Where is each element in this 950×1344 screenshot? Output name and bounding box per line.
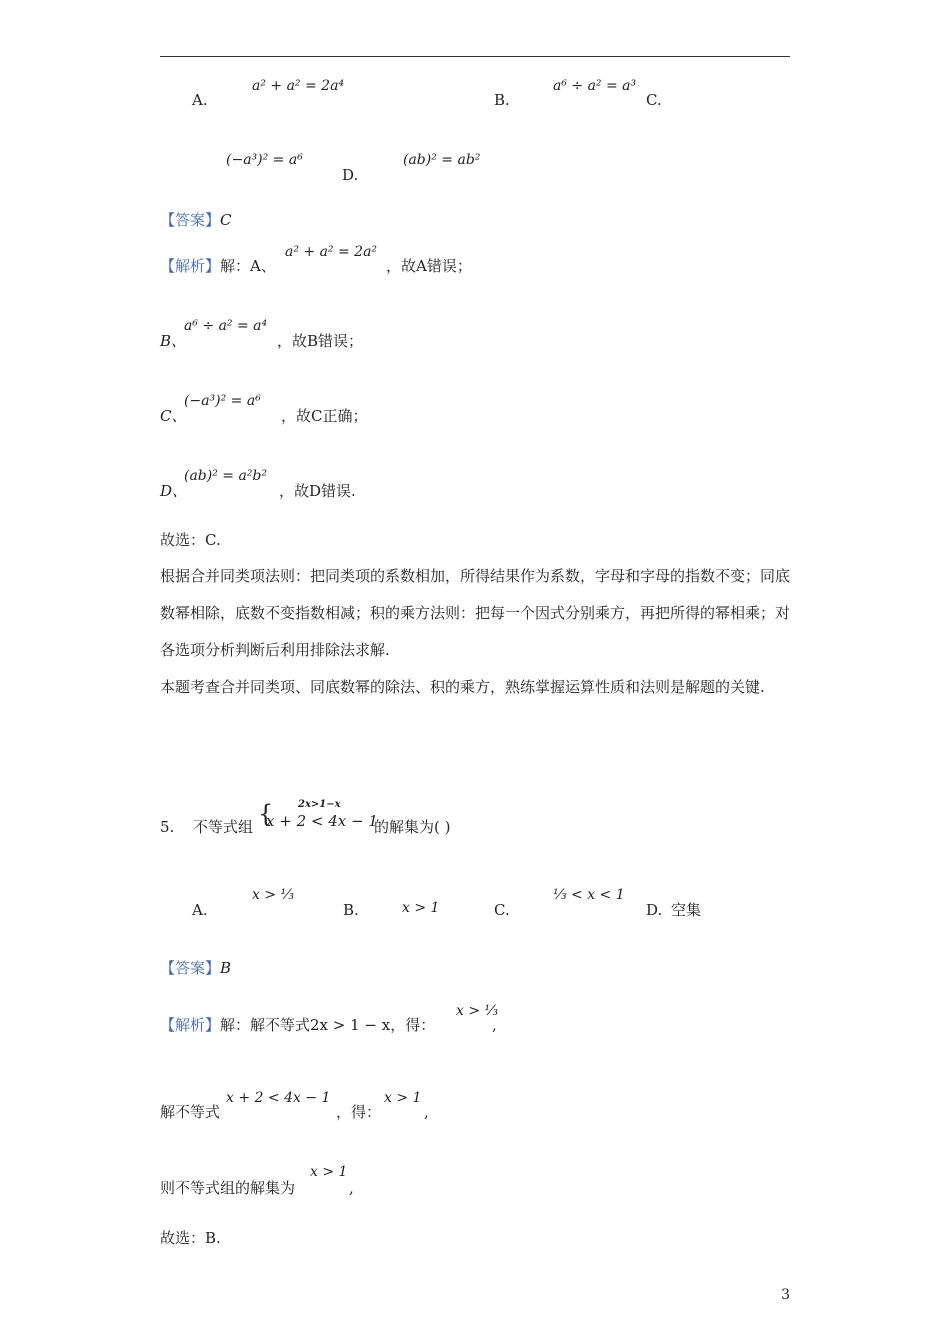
q5-line1-formula: x > ⅓ <box>456 1003 499 1019</box>
q5-line2-formula-2: x > 1 <box>384 1090 422 1106</box>
q4-answer-tag: 【答案】 <box>160 211 221 229</box>
q5-answer-tag: 【答案】 <box>160 959 221 977</box>
q5-line2-tail: , <box>424 1103 429 1121</box>
q5-line3-formula: x > 1 <box>310 1164 348 1180</box>
q5-line2-formula-1: x + 2 < 4x − 1 <box>226 1090 331 1106</box>
q5-option-c-formula: ⅓ < x < 1 <box>553 887 625 903</box>
q5-number: 5. <box>160 818 175 836</box>
q5-option-c-label: C. <box>494 901 510 919</box>
q4-line-d-label: D、 <box>160 482 188 500</box>
q4-answer-value: C <box>220 211 232 229</box>
q5-analysis-tag: 【解析】 <box>160 1016 221 1034</box>
q4-option-d-label: D. <box>342 166 359 184</box>
q5-option-d-label: D. <box>646 901 663 919</box>
q4-line-c-formula: (−a³)² = a⁶ <box>184 393 261 409</box>
q5-system-brace: { <box>258 800 274 828</box>
q4-option-c-label: C. <box>646 91 662 109</box>
q5-system-top: 2x>1−x <box>298 799 341 810</box>
q5-choose: 故选：B. <box>160 1229 221 1247</box>
q5-analysis-line-1 <box>160 1015 435 1035</box>
q4-analysis-line-a <box>160 256 276 276</box>
q4-line-c-tail: ，故C正确； <box>281 407 368 425</box>
page-number: 3 <box>781 1287 790 1303</box>
q4-line-a-formula: a² + a² = 2a² <box>285 244 378 260</box>
q5-line3-tail: , <box>349 1179 354 1197</box>
q5-line1-tail: , <box>492 1016 497 1034</box>
q4-option-a-formula: a² + a² = 2a⁴ <box>252 78 345 94</box>
q5-system-bottom: x + 2 < 4x − 1 <box>266 812 378 830</box>
q4-line-d-tail: ，故D错误. <box>279 482 356 500</box>
header-rule <box>160 56 790 57</box>
q4-line-d-formula: (ab)² = a²b² <box>184 468 268 484</box>
q4-option-a-label: A. <box>192 91 208 109</box>
q5-answer-line <box>160 958 231 978</box>
q5-option-b-formula: x > 1 <box>402 900 440 916</box>
q5-line2-pre: 解不等式 <box>160 1103 221 1121</box>
q4-line-c-label: C、 <box>160 407 187 425</box>
q5-option-b-label: B. <box>343 901 359 919</box>
q4-choose: 故选：C. <box>160 531 221 549</box>
q4-line-a-tail: ，故A错误； <box>386 257 472 275</box>
q5-analysis-line1-pre: 解：解不等式2x > 1 − x，得： <box>220 1016 436 1034</box>
q5-option-d-text: 空集 <box>671 901 702 919</box>
q5-answer-value: B <box>220 959 232 977</box>
q4-analysis-tag: 【解析】 <box>160 257 221 275</box>
q4-line-b-label: B、 <box>160 332 187 350</box>
q4-analysis-intro: 解：A、 <box>220 257 276 275</box>
q4-option-d-formula: (ab)² = ab² <box>403 152 481 168</box>
q5-stem-post: 的解集为( ) <box>374 818 451 836</box>
q5-option-a-formula: x > ⅓ <box>252 887 295 903</box>
q5-line3-pre: 则不等式组的解集为 <box>160 1179 296 1197</box>
q5-option-a-label: A. <box>192 901 208 919</box>
q5-line2-mid: ，得： <box>336 1103 382 1121</box>
q4-line-b-tail: ，故B错误； <box>277 332 364 350</box>
q4-answer-line <box>160 210 232 230</box>
q4-option-b-formula: a⁶ ÷ a² = a³ <box>553 78 637 94</box>
q4-explanation-rules: 根据合并同类项法则：把同类项的系数相加，所得结果作为系数，字母和字母的指数不变；同底数幂相除，底数不变指数相减；积的乘方法则：把每一个因式分别乘方，再把所得的幂相乘；对各选项分析判断后利用排除法求解. <box>160 567 791 659</box>
q4-line-b-formula: a⁶ ÷ a² = a⁴ <box>184 318 268 334</box>
q5-stem-pre: 不等式组 <box>193 818 254 836</box>
q4-option-c-formula: (−a³)² = a⁶ <box>226 152 303 168</box>
q4-explanation-summary: 本题考查合并同类项、同底数幂的除法、积的乘方，熟练掌握运算性质和法则是解题的关键. <box>160 678 765 696</box>
q4-option-b-label: B. <box>494 91 510 109</box>
